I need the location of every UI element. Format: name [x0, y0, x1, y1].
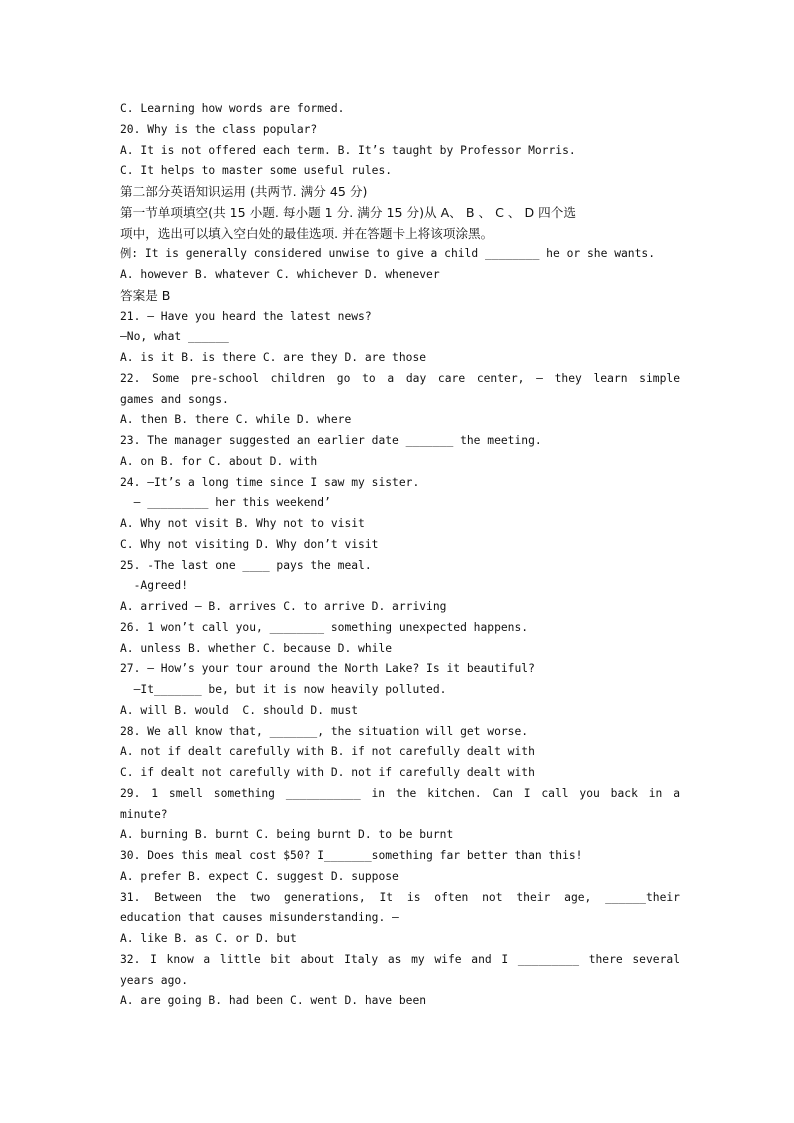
text-line: A. unless B. whether C. because D. while — [120, 641, 393, 655]
text-line: 例: It is generally considered unwise to give a child ________ he or she wants. — [120, 247, 655, 261]
text-line: A. Why not visit B. Why not to visit — [120, 517, 365, 530]
text-line: 第一节单项填空(共 15 小题. 每小题 1 分. 满分 15 分)从 A、 B 、 C 、 D 四个选 — [120, 204, 576, 220]
text-line: A. It is not offered each term. B. It’s taught by Professor Morris. — [120, 143, 576, 157]
text-line: A. are going B. had been C. went D. have been — [120, 994, 427, 1008]
text-line: — _________ her this weekend’ — [120, 496, 331, 510]
text-line: A. will B. would C. should D. must — [120, 703, 359, 717]
text-line: 32. I know a little bit about Italy as my wife and I _________ there several — [120, 952, 680, 966]
text-line: games and songs. — [120, 392, 229, 406]
document-page — [120, 99, 680, 1012]
text-line: C. It helps to master some useful rules. — [120, 164, 393, 178]
text-line: —It_______ be, but it is now heavily polluted. — [120, 683, 447, 696]
text-line: A. then B. there C. while D. where — [120, 413, 352, 427]
text-line: 30. Does this meal cost $50? I_______something far better than this! — [120, 849, 583, 862]
text-line: education that causes misunderstanding. – — [120, 911, 399, 925]
text-line: A. prefer B. expect C. suggest D. suppose — [120, 869, 399, 883]
text-line: 23. The manager suggested an earlier date _______ the meeting. — [120, 434, 542, 447]
text-line: A. on B. for C. about D. with — [120, 454, 318, 468]
text-line: 24. —It’s a long time since I saw my sister. — [120, 475, 420, 489]
text-line: -Agreed! — [120, 579, 189, 593]
text-line: 26. 1 won’t call you, ________ something unexpected happens. — [120, 620, 529, 634]
text-line: A. arrived – B. arrives C. to arrive D. arriving — [120, 600, 447, 613]
text-line: 20. Why is the class popular? — [120, 122, 318, 136]
text-line: years ago. — [120, 973, 189, 987]
text-line: 项中，选出可以填入空白处的最佳选项. 并在答题卡上将该项涂黑。 — [120, 225, 494, 241]
text-line: 27. — How’s your tour around the North Lake? Is it beautiful? — [120, 662, 535, 676]
text-line: 21. — Have you heard the latest news? — [120, 309, 372, 323]
text-line: C. if dealt not carefully with D. not if carefully dealt with — [120, 766, 535, 779]
text-line: 答案是 B — [120, 287, 171, 303]
text-line: 第二部分英语知识运用 (共两节. 满分 45 分) — [120, 184, 368, 199]
text-line: minute? — [120, 807, 168, 821]
text-line: 22. Some pre-school children go to a day care center, — they learn simple — [120, 371, 680, 385]
text-line: A. not if dealt carefully with B. if not carefully dealt with — [120, 745, 535, 759]
text-line: —No, what ______ — [120, 330, 229, 344]
text-line: 31. Between the two generations, It is often not their age, ______their — [120, 890, 680, 904]
text-line: A. burning B. burnt C. being burnt D. to be burnt — [120, 828, 454, 842]
text-line: 25. -The last one ____ pays the meal. — [120, 558, 372, 572]
text-line: A. however B. whatever C. whichever D. whenever — [120, 268, 440, 281]
text-line: A. like B. as C. or D. but — [120, 932, 297, 945]
text-line: 29. 1 smell something ___________ in the kitchen. Can I call you back in a — [120, 786, 680, 800]
text-line: 28. We all know that, _______, the situation will get worse. — [120, 724, 529, 738]
text-line: A. is it B. is there C. are they D. are those — [120, 351, 427, 364]
text-line: C. Learning how words are formed. — [120, 102, 345, 115]
text-line: C. Why not visiting D. Why don’t visit — [120, 537, 379, 551]
